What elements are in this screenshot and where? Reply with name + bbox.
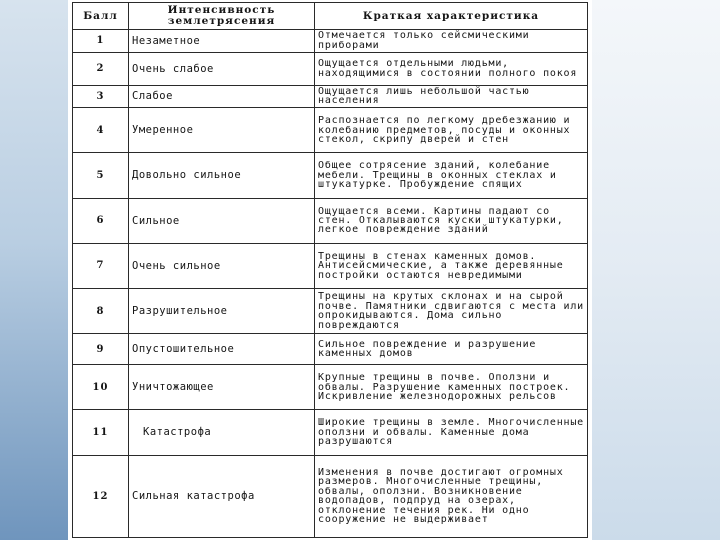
table-row [73, 108, 588, 153]
table-row [73, 455, 588, 537]
table-row [73, 334, 588, 365]
description-cell: Распознается по легкому дребезжанию и колебанию предметов, посуды и оконных стекол, скрипу дверей и стен [315, 108, 588, 153]
table-row [73, 365, 588, 410]
intensity-cell: Катастрофа [129, 410, 315, 455]
table-row [73, 289, 588, 334]
description-cell: Сильное повреждение и разрушение каменных домов [315, 334, 588, 365]
intensity-cell: Опустошительное [129, 334, 315, 365]
table-row [73, 198, 588, 243]
intensity-cell: Сильное [129, 198, 315, 243]
intensity-cell: Очень слабое [129, 52, 315, 85]
left-decorative-strip [0, 0, 68, 540]
intensity-cell: Незаметное [129, 30, 315, 53]
score-cell: 6 [73, 198, 129, 243]
description-cell: Ощущается всеми. Картины падают со стен. Откалываются куски штукатурки, легкое повреждение зданий [315, 198, 588, 243]
description-cell: Ощущается лишь небольшой частью населения [315, 85, 588, 108]
intensity-cell: Разрушительное [129, 289, 315, 334]
table-row [73, 52, 588, 85]
description-cell: Крупные трещины в почве. Оползни и обвалы. Разрушение каменных построек. Искривление железнодорожных рельсов [315, 365, 588, 410]
intensity-cell: Слабое [129, 85, 315, 108]
header-description: Краткая характеристика [315, 3, 588, 30]
score-cell: 2 [73, 52, 129, 85]
document-page [68, 0, 592, 540]
intensity-cell: Умеренное [129, 108, 315, 153]
score-cell: 12 [73, 455, 129, 537]
score-cell: 9 [73, 334, 129, 365]
score-cell: 10 [73, 365, 129, 410]
description-cell: Отмечается только сейсмическими приборами [315, 30, 588, 53]
intensity-cell: Очень сильное [129, 243, 315, 288]
table-header-row [73, 3, 588, 30]
earthquake-intensity-table [72, 2, 588, 538]
table-row [73, 153, 588, 198]
score-cell: 1 [73, 30, 129, 53]
table-row [73, 30, 588, 53]
score-cell: 8 [73, 289, 129, 334]
intensity-cell: Сильная катастрофа [129, 455, 315, 537]
score-cell: 7 [73, 243, 129, 288]
description-cell: Трещины в стенах каменных домов. Антисейсмические, а также деревянные постройки остаются невредимыми [315, 243, 588, 288]
score-cell: 11 [73, 410, 129, 455]
score-cell: 4 [73, 108, 129, 153]
description-cell: Ощущается отдельными людьми, находящимися в состоянии полного покоя [315, 52, 588, 85]
score-cell: 3 [73, 85, 129, 108]
header-intensity: Интенсивность землетрясения [129, 3, 315, 30]
description-cell: Изменения в почве достигают огромных размеров. Многочисленные трещины, обвалы, оползни. Возникновение водопадов, подпруд на озерах, отклонение течения рек. Ни одно сооружение не выдерживает [315, 455, 588, 537]
description-cell: Трещины на крутых склонах и на сырой почве. Памятники сдвигаются с места или опрокидываются. Дома сильно повреждаются [315, 289, 588, 334]
score-cell: 5 [73, 153, 129, 198]
table-row [73, 410, 588, 455]
description-cell: Широкие трещины в земле. Многочисленные оползни и обвалы. Каменные дома разрушаются [315, 410, 588, 455]
description-cell: Общее сотрясение зданий, колебание мебели. Трещины в оконных стеклах и штукатурке. Пробуждение спящих [315, 153, 588, 198]
intensity-cell: Довольно сильное [129, 153, 315, 198]
header-score: Балл [73, 3, 129, 30]
right-decorative-strip [592, 0, 720, 540]
table-row [73, 85, 588, 108]
intensity-cell: Уничтожающее [129, 365, 315, 410]
table-row [73, 243, 588, 288]
